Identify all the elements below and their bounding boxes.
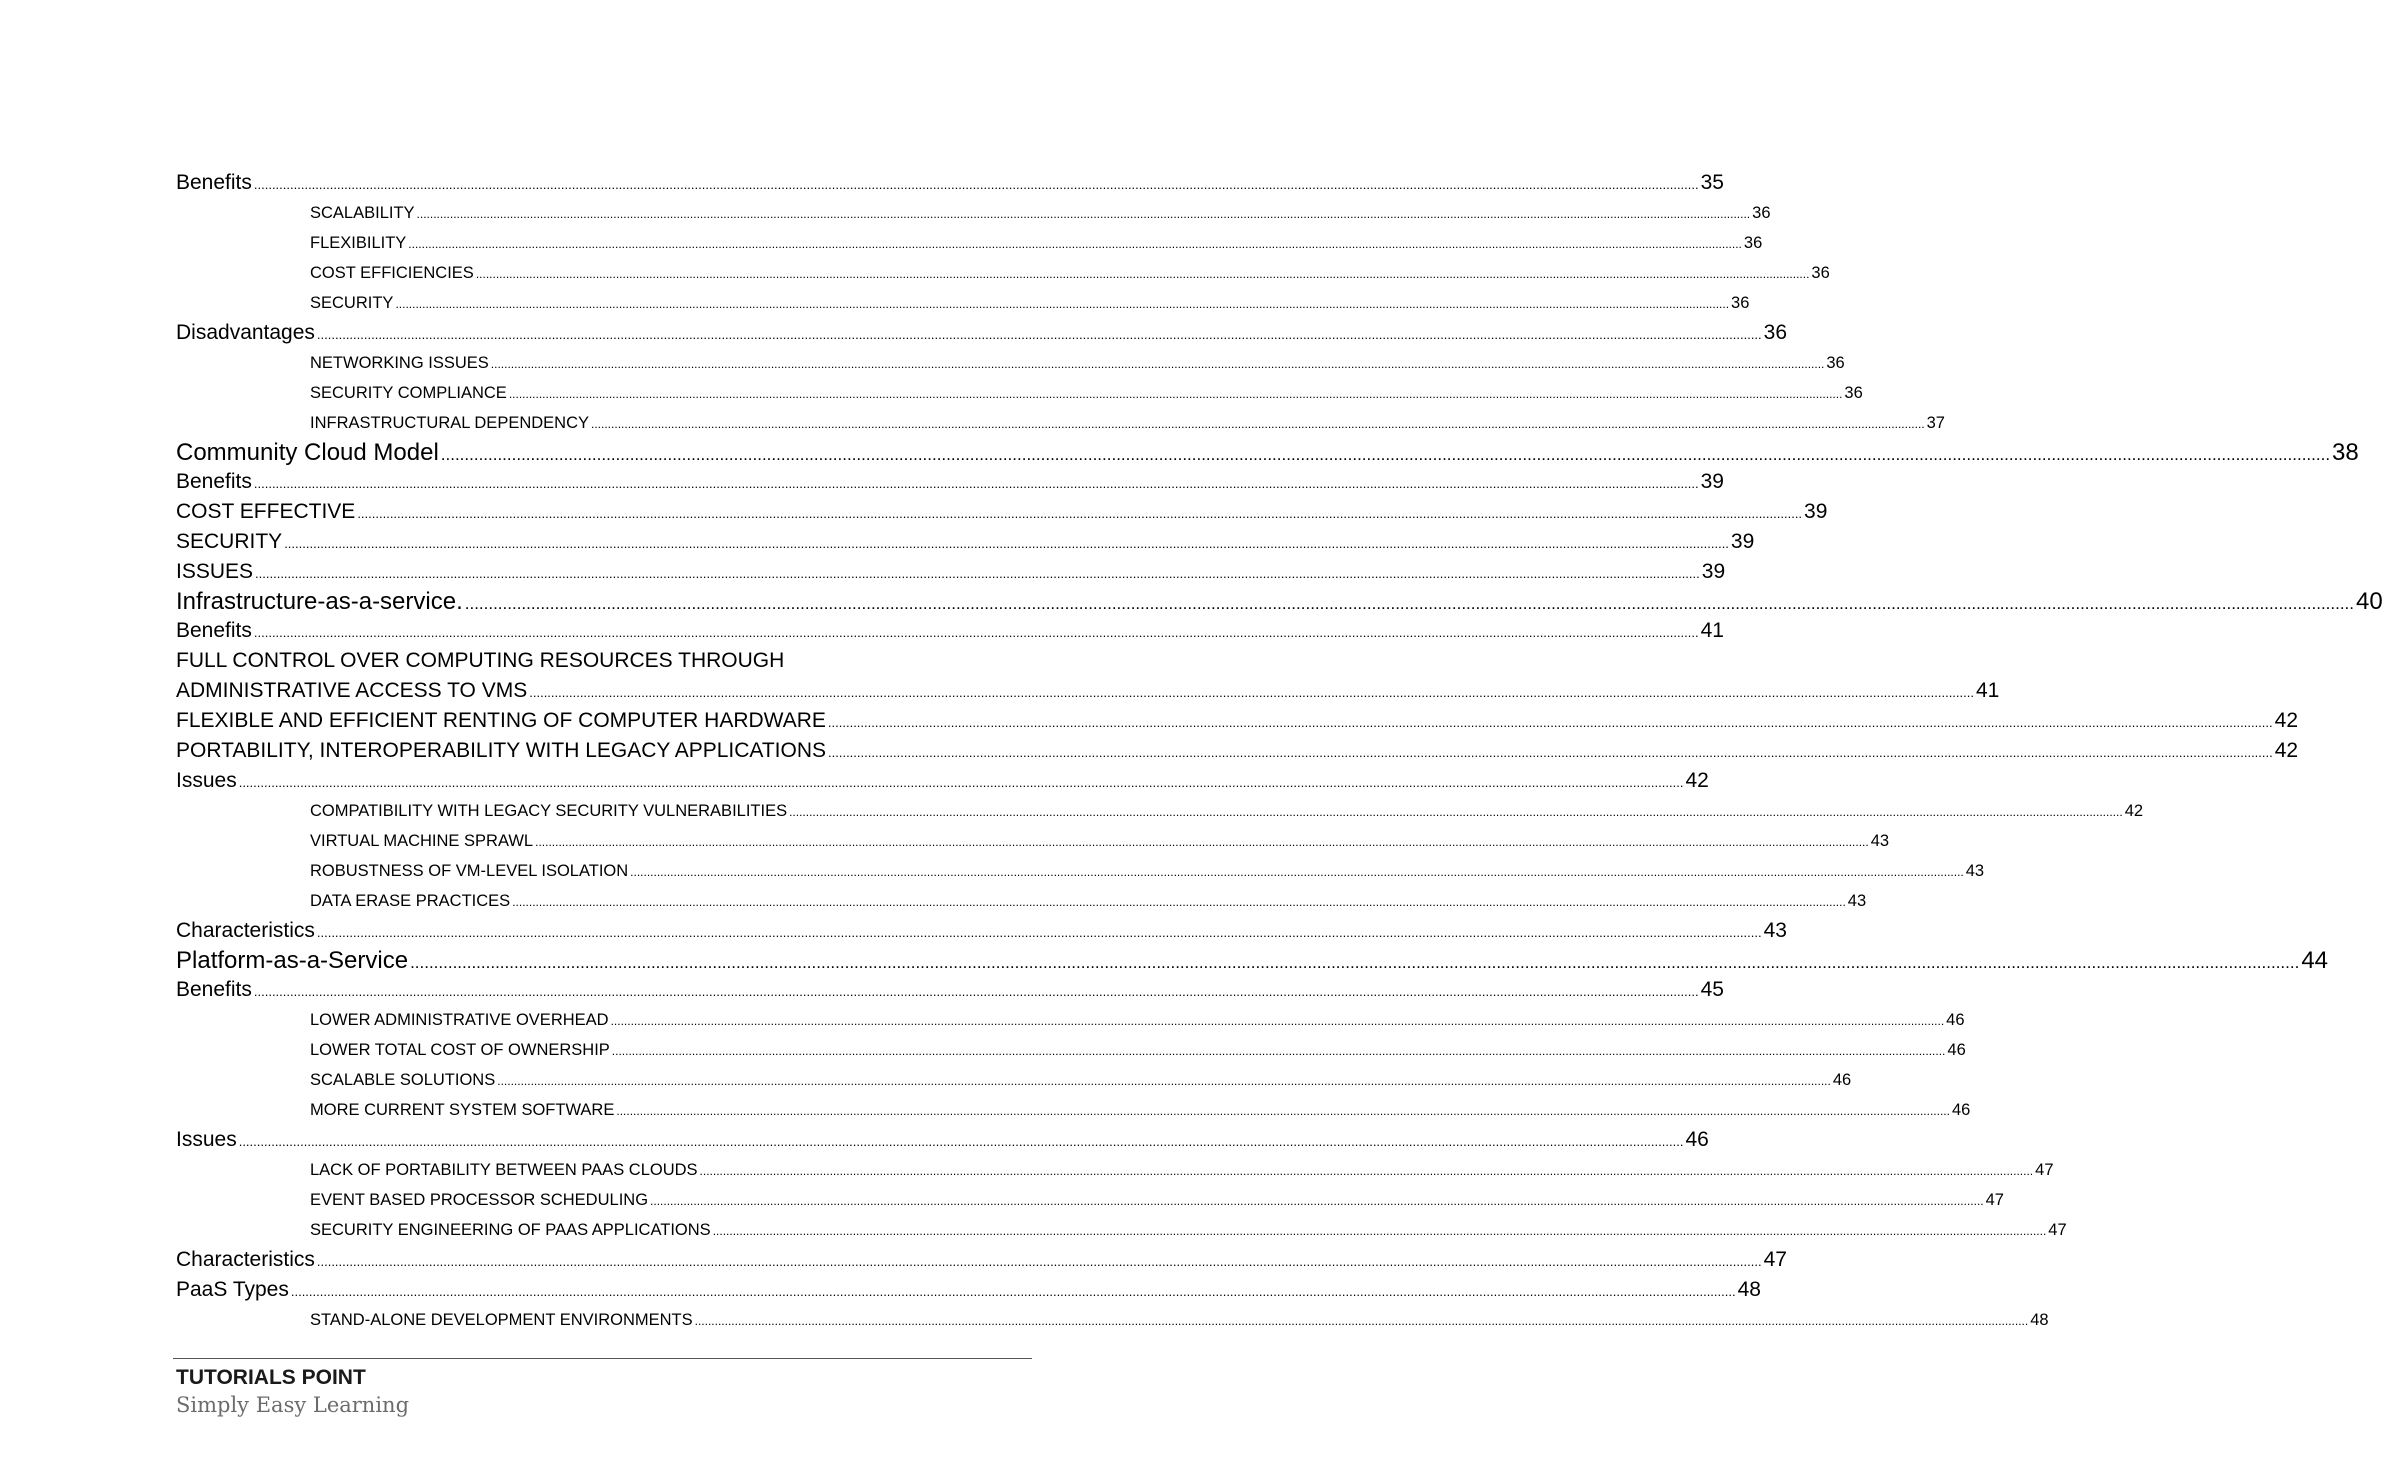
- toc-chapter-entry[interactable]: [176, 946, 2329, 975]
- toc-entry[interactable]: [176, 228, 1763, 258]
- toc-entry-page: 44: [2301, 947, 2329, 974]
- toc-entry[interactable]: [176, 258, 1830, 288]
- toc-entry-page: 36: [1763, 321, 1788, 344]
- toc-entry-page: 46: [1946, 1011, 1965, 1029]
- toc-entry[interactable]: [176, 527, 1755, 557]
- toc-entry[interactable]: [176, 916, 1787, 946]
- toc-entry[interactable]: [176, 646, 913, 676]
- toc-entry-title: Community Cloud Model: [176, 439, 439, 466]
- toc-dot-leader: ................................................................................................................................................................................................................................................................................................................................................................................................................: [440, 445, 2331, 464]
- toc-entry-title: SCALABILITY: [310, 204, 415, 222]
- toc-entry-title: ADMINISTRATIVE ACCESS TO VMS: [176, 679, 528, 702]
- toc-dot-leader: ................................................................................................................................................................................................................................................................................................................................................................................................................: [475, 267, 1810, 281]
- toc-dot-leader: ................................................................................................................................................................................................................................................................................................................................................................................................................: [630, 865, 1964, 879]
- toc-dot-leader: ................................................................................................................................................................................................................................................................................................................................................................................................................: [464, 594, 2355, 613]
- toc-entry-page: 41: [1700, 619, 1724, 642]
- toc-entry-page: 36: [1743, 234, 1763, 252]
- toc-dot-leader: ................................................................................................................................................................................................................................................................................................................................................................................................................: [591, 417, 1925, 431]
- toc-entry-page: 36: [1844, 384, 1863, 402]
- toc-dot-leader: ................................................................................................................................................................................................................................................................................................................................................................................................................: [408, 237, 1742, 251]
- toc-dot-leader: ................................................................................................................................................................................................................................................................................................................................................................................................................: [255, 566, 1700, 581]
- toc-entry[interactable]: [176, 975, 1724, 1005]
- toc-entry-page: 39: [1804, 500, 1828, 523]
- toc-entry[interactable]: [176, 1185, 2004, 1215]
- toc-dot-leader: ................................................................................................................................................................................................................................................................................................................................................................................................................: [650, 1194, 1984, 1208]
- toc-entry[interactable]: [176, 1095, 1971, 1125]
- toc-entry-title: Benefits: [176, 619, 252, 642]
- toc-entry-page: 47: [1985, 1191, 2004, 1209]
- toc-entry-title: LOWER ADMINISTRATIVE OVERHEAD: [310, 1011, 609, 1029]
- toc-dot-leader: ................................................................................................................................................................................................................................................................................................................................................................................................................: [699, 1164, 2034, 1178]
- toc-entry-page: 42: [2274, 739, 2299, 762]
- toc-dot-leader: ................................................................................................................................................................................................................................................................................................................................................................................................................: [611, 1044, 1946, 1058]
- footer-divider: [173, 1358, 1032, 1359]
- toc-entry-title: LOWER TOTAL COST OF OWNERSHIP: [310, 1041, 610, 1059]
- toc-dot-leader: ................................................................................................................................................................................................................................................................................................................................................................................................................: [253, 625, 1699, 640]
- toc-entry[interactable]: [176, 408, 1945, 438]
- toc-entry-title: Benefits: [176, 978, 252, 1001]
- toc-dot-leader: ................................................................................................................................................................................................................................................................................................................................................................................................................: [316, 925, 1762, 940]
- toc-entry-title: NETWORKING ISSUES: [310, 354, 489, 372]
- table-of-contents: [176, 168, 2383, 1335]
- toc-entry[interactable]: [176, 198, 1771, 228]
- toc-dot-leader: ................................................................................................................................................................................................................................................................................................................................................................................................................: [253, 984, 1699, 999]
- toc-entry[interactable]: [176, 288, 1750, 318]
- toc-entry-page: 42: [2124, 802, 2144, 820]
- toc-entry[interactable]: [176, 706, 2298, 736]
- toc-entry-page: 43: [1965, 862, 1985, 880]
- toc-dot-leader: ................................................................................................................................................................................................................................................................................................................................................................................................................: [238, 1134, 1684, 1149]
- toc-dot-leader: ................................................................................................................................................................................................................................................................................................................................................................................................................: [827, 715, 2273, 730]
- toc-entry-page: 40: [2356, 588, 2383, 615]
- toc-entry-page: 36: [1826, 354, 1845, 372]
- toc-entry-page: 43: [1870, 832, 1890, 850]
- toc-entry-title: FULL CONTROL OVER COMPUTING RESOURCES THROUGH: [176, 649, 785, 672]
- toc-entry[interactable]: [176, 557, 1726, 587]
- toc-entry-page: 47: [1763, 1248, 1787, 1271]
- toc-entry-page: 39: [1701, 560, 1726, 583]
- toc-entry[interactable]: [176, 1005, 1965, 1035]
- toc-entry-title: PaaS Types: [176, 1278, 289, 1301]
- toc-entry-title: Disadvantages: [176, 321, 315, 344]
- toc-entry[interactable]: [176, 826, 1890, 856]
- toc-entry-page: 41: [1975, 679, 2000, 702]
- toc-entry-title: DATA ERASE PRACTICES: [310, 892, 511, 910]
- toc-entry-page: 48: [2030, 1311, 2049, 1329]
- toc-entry[interactable]: [176, 736, 2299, 766]
- toc-entry-page: 43: [1847, 892, 1867, 910]
- toc-dot-leader: ................................................................................................................................................................................................................................................................................................................................................................................................................: [395, 297, 1730, 311]
- toc-entry-title: Issues: [176, 769, 237, 792]
- toc-dot-leader: ................................................................................................................................................................................................................................................................................................................................................................................................................: [316, 1254, 1762, 1269]
- toc-entry-page: 47: [2048, 1221, 2067, 1239]
- toc-dot-leader: ................................................................................................................................................................................................................................................................................................................................................................................................................: [828, 745, 2273, 760]
- toc-entry-title: PORTABILITY, INTEROPERABILITY WITH LEGACY APPLICATIONS: [176, 739, 827, 762]
- toc-entry[interactable]: [176, 497, 1828, 527]
- toc-dot-leader: ................................................................................................................................................................................................................................................................................................................................................................................................................: [508, 387, 1843, 401]
- toc-entry-title: Characteristics: [176, 919, 315, 942]
- toc-chapter-entry[interactable]: [176, 438, 2359, 467]
- toc-entry-page: 36: [1752, 204, 1771, 222]
- toc-entry[interactable]: [176, 1035, 1966, 1065]
- toc-dot-leader: ................................................................................................................................................................................................................................................................................................................................................................................................................: [253, 476, 1699, 491]
- toc-entry[interactable]: [176, 1275, 1761, 1305]
- toc-entry-title: SCALABLE SOLUTIONS: [310, 1071, 496, 1089]
- toc-dot-leader: ................................................................................................................................................................................................................................................................................................................................................................................................................: [357, 506, 1803, 521]
- toc-dot-leader: ................................................................................................................................................................................................................................................................................................................................................................................................................: [512, 895, 1846, 909]
- toc-entry-title: FLEXIBLE AND EFFICIENT RENTING OF COMPUTER HARDWARE: [176, 709, 826, 732]
- toc-dot-leader: ................................................................................................................................................................................................................................................................................................................................................................................................................: [316, 327, 1762, 342]
- toc-dot-leader: ................................................................................................................................................................................................................................................................................................................................................................................................................: [290, 1284, 1736, 1299]
- toc-entry[interactable]: [176, 1245, 1787, 1275]
- toc-dot-leader: ................................................................................................................................................................................................................................................................................................................................................................................................................: [616, 1104, 1950, 1118]
- footer-brand-title: TUTORIALS POINT: [176, 1366, 366, 1389]
- toc-dot-leader: ................................................................................................................................................................................................................................................................................................................................................................................................................: [610, 1014, 1945, 1028]
- toc-entry-title: Benefits: [176, 171, 252, 194]
- toc-entry[interactable]: [176, 766, 1709, 796]
- toc-entry[interactable]: [176, 467, 1724, 497]
- toc-entry[interactable]: [176, 676, 2000, 706]
- toc-entry[interactable]: [176, 1065, 1852, 1095]
- toc-entry-title: EVENT BASED PROCESSOR SCHEDULING: [310, 1191, 649, 1209]
- toc-entry-title: Benefits: [176, 470, 252, 493]
- toc-entry[interactable]: [176, 168, 1724, 198]
- toc-entry-page: 48: [1737, 1278, 1761, 1301]
- toc-chapter-entry[interactable]: [176, 587, 2383, 616]
- toc-entry[interactable]: [176, 796, 2144, 826]
- toc-entry[interactable]: [176, 886, 1867, 916]
- toc-entry[interactable]: [176, 616, 1724, 646]
- toc-entry[interactable]: [176, 1125, 1709, 1155]
- toc-entry[interactable]: [176, 1305, 2049, 1335]
- footer-tagline: Simply Easy Learning: [176, 1393, 410, 1417]
- toc-dot-leader: ................................................................................................................................................................................................................................................................................................................................................................................................................: [284, 536, 1729, 551]
- toc-entry[interactable]: [176, 318, 1788, 348]
- toc-entry-title: FLEXIBILITY: [310, 234, 407, 252]
- toc-entry[interactable]: [176, 1155, 2054, 1185]
- toc-entry-title: LACK OF PORTABILITY BETWEEN PAAS CLOUDS: [310, 1161, 698, 1179]
- toc-entry-title: COST EFFICIENCIES: [310, 264, 474, 282]
- toc-entry-title: SECURITY: [176, 530, 283, 553]
- toc-dot-leader: ................................................................................................................................................................................................................................................................................................................................................................................................................: [529, 685, 1974, 700]
- toc-entry-title: SECURITY COMPLIANCE: [310, 384, 507, 402]
- toc-entry-page: 46: [1951, 1101, 1971, 1119]
- toc-entry[interactable]: [176, 378, 1863, 408]
- toc-entry-page: 46: [1685, 1128, 1709, 1151]
- toc-entry-page: 39: [1730, 530, 1755, 553]
- toc-entry[interactable]: [176, 348, 1845, 378]
- toc-entry[interactable]: [176, 1215, 2067, 1245]
- toc-dot-leader: ................................................................................................................................................................................................................................................................................................................................................................................................................: [789, 805, 2123, 819]
- toc-entry-page: 42: [2274, 709, 2298, 732]
- toc-entry-title: COMPATIBILITY WITH LEGACY SECURITY VULNERABILITIES: [310, 802, 788, 820]
- toc-dot-leader: ................................................................................................................................................................................................................................................................................................................................................................................................................: [253, 177, 1699, 192]
- toc-entry-page: 42: [1685, 769, 1709, 792]
- toc-entry-page: 38: [2332, 439, 2359, 466]
- toc-entry-page: 39: [1700, 470, 1724, 493]
- toc-entry-title: SECURITY ENGINEERING OF PAAS APPLICATIONS: [310, 1221, 711, 1239]
- toc-entry-title: SECURITY: [310, 294, 394, 312]
- toc-dot-leader: ................................................................................................................................................................................................................................................................................................................................................................................................................: [238, 775, 1684, 790]
- toc-dot-leader: ................................................................................................................................................................................................................................................................................................................................................................................................................: [694, 1314, 2029, 1328]
- toc-dot-leader: ................................................................................................................................................................................................................................................................................................................................................................................................................: [490, 357, 1825, 371]
- toc-entry-page: 36: [1811, 264, 1830, 282]
- toc-entry-page: 47: [2035, 1161, 2054, 1179]
- toc-dot-leader: ................................................................................................................................................................................................................................................................................................................................................................................................................: [535, 835, 1869, 849]
- toc-entry-title: STAND-ALONE DEVELOPMENT ENVIRONMENTS: [310, 1311, 693, 1329]
- toc-entry-page: 36: [1731, 294, 1750, 312]
- toc-entry-title: MORE CURRENT SYSTEM SOFTWARE: [310, 1101, 615, 1119]
- toc-entry-title: Infrastructure-as-a-service.: [176, 588, 463, 615]
- toc-entry-title: Characteristics: [176, 1248, 315, 1271]
- toc-entry-title: Platform-as-a-Service: [176, 947, 409, 974]
- toc-entry-page: 43: [1763, 919, 1787, 942]
- toc-entry[interactable]: [176, 856, 1985, 886]
- toc-entry-title: VIRTUAL MACHINE SPRAWL: [310, 832, 534, 850]
- toc-dot-leader: ................................................................................................................................................................................................................................................................................................................................................................................................................: [416, 207, 1751, 221]
- toc-entry-title: ISSUES: [176, 560, 254, 583]
- toc-entry-page: 45: [1700, 978, 1724, 1001]
- toc-entry-title: Issues: [176, 1128, 237, 1151]
- toc-entry-page: 46: [1832, 1071, 1852, 1089]
- toc-dot-leader: ................................................................................................................................................................................................................................................................................................................................................................................................................: [497, 1074, 1831, 1088]
- toc-dot-leader: ................................................................................................................................................................................................................................................................................................................................................................................................................: [410, 953, 2300, 972]
- toc-dot-leader: ................................................................................................................................................................................................................................................................................................................................................................................................................: [712, 1224, 2047, 1238]
- toc-entry-page: 46: [1947, 1041, 1966, 1059]
- toc-entry-title: COST EFFECTIVE: [176, 500, 356, 523]
- toc-entry-title: INFRASTRUCTURAL DEPENDENCY: [310, 414, 590, 432]
- toc-entry-page: 35: [1700, 171, 1724, 194]
- toc-entry-page: 37: [1926, 414, 1945, 432]
- toc-entry-title: ROBUSTNESS OF VM-LEVEL ISOLATION: [310, 862, 629, 880]
